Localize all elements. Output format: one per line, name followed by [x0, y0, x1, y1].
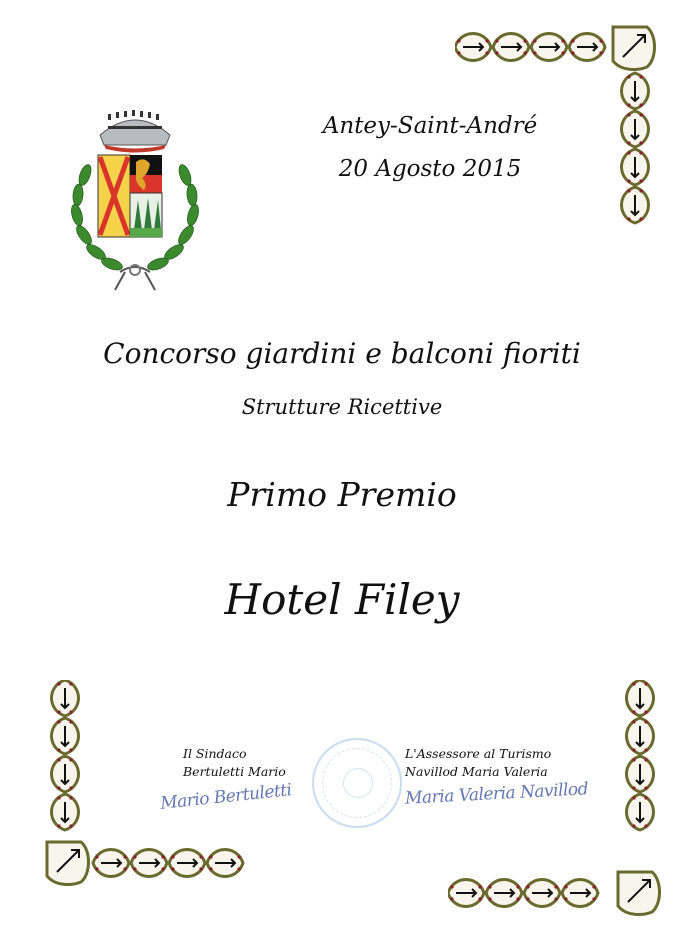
mayor-role: Il Sindaco [183, 746, 247, 761]
assessor-role: L'Assessore al Turismo [405, 746, 552, 761]
winner-name: Hotel Filey [224, 575, 460, 624]
assessor-name: Navillod Maria Valeria [405, 764, 548, 780]
category-label: Strutture Ricettive [241, 395, 443, 419]
official-stamp-icon [312, 738, 402, 828]
place-name: Antey-Saint-André [322, 113, 538, 139]
ornamental-border-top-right-icon [455, 25, 665, 225]
assessor-handwritten-signature: Maria Valeria Navillod [404, 779, 589, 809]
ornamental-border-bottom-left-icon [45, 680, 275, 920]
mayor-name: Bertuletti Mario [183, 764, 286, 780]
coat-of-arms [60, 100, 210, 300]
mayor-handwritten-signature: Mario Bertuletti [159, 780, 293, 814]
coat-of-arms-icon [60, 100, 210, 300]
award-date: 20 Agosto 2015 [338, 156, 522, 182]
prize-title: Primo Premio [227, 475, 457, 514]
contest-title: Concorso giardini e balconi fioriti [103, 337, 581, 370]
ornamental-border-bottom-right-icon [448, 680, 678, 920]
